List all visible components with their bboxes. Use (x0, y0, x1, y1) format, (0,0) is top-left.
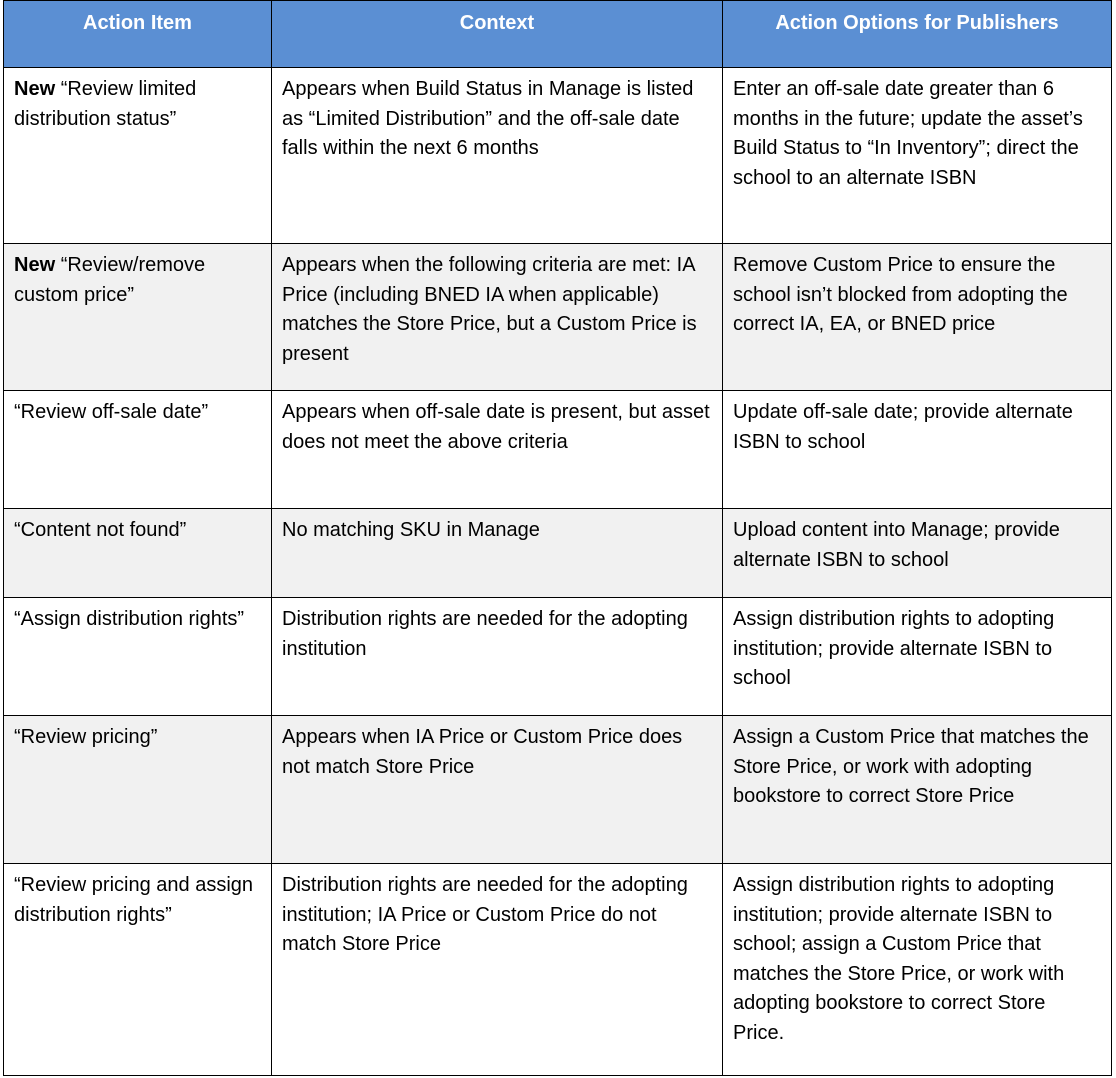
table-row (4, 244, 1112, 391)
context-cell: Appears when off-sale date is present, but asset does not meet the above criteria (272, 391, 723, 509)
header-action-options: Action Options for Publishers (723, 1, 1112, 68)
action-item-cell (4, 68, 272, 244)
context-cell: No matching SKU in Manage (272, 509, 723, 598)
context-cell: Appears when the following criteria are met: IA Price (including BNED IA when applicable) matches the Store Price, but a Custom Price is present (272, 244, 723, 391)
action-options-cell: Remove Custom Price to ensure the school isn’t blocked from adopting the correct IA, EA, or BNED price (723, 244, 1112, 391)
action-item-cell (4, 244, 272, 391)
context-cell: Distribution rights are needed for the adopting institution (272, 598, 723, 716)
table-row (4, 598, 1112, 716)
action-item-cell: “Assign distribution rights” (4, 598, 272, 716)
header-action-item: Action Item (4, 1, 272, 68)
action-item-text: “Review/remove custom price” (14, 254, 206, 306)
table-row (4, 391, 1112, 509)
action-item-cell: “Content not found” (4, 509, 272, 598)
context-cell: Distribution rights are needed for the adopting institution; IA Price or Custom Price do not match Store Price (272, 864, 723, 1076)
action-options-cell: Assign distribution rights to adopting institution; provide alternate ISBN to school (723, 598, 1112, 716)
action-options-cell: Assign distribution rights to adopting institution; provide alternate ISBN to school; assign a Custom Price that matches the Store Price, or work with adopting bookstore to correct Store Price. (723, 864, 1112, 1076)
context-cell: Appears when Build Status in Manage is listed as “Limited Distribution” and the off-sale date falls within the next 6 months (272, 68, 723, 244)
table-header-row (4, 1, 1112, 68)
action-items-table (3, 0, 1112, 1076)
new-badge: New (14, 254, 56, 276)
action-options-cell: Enter an off-sale date greater than 6 months in the future; update the asset’s Build Status to “In Inventory”; direct the school to an alternate ISBN (723, 68, 1112, 244)
new-badge: New (14, 78, 56, 100)
table-row (4, 509, 1112, 598)
table-row (4, 68, 1112, 244)
action-options-cell: Upload content into Manage; provide alternate ISBN to school (723, 509, 1112, 598)
action-item-text: “Review limited distribution status” (14, 78, 197, 130)
action-item-cell: “Review pricing” (4, 716, 272, 864)
context-cell: Appears when IA Price or Custom Price does not match Store Price (272, 716, 723, 864)
table-row (4, 864, 1112, 1076)
action-item-cell: “Review off-sale date” (4, 391, 272, 509)
table-row (4, 716, 1112, 864)
action-item-cell: “Review pricing and assign distribution rights” (4, 864, 272, 1076)
action-options-cell: Assign a Custom Price that matches the Store Price, or work with adopting bookstore to correct Store Price (723, 716, 1112, 864)
action-options-cell: Update off-sale date; provide alternate ISBN to school (723, 391, 1112, 509)
header-context: Context (272, 1, 723, 68)
